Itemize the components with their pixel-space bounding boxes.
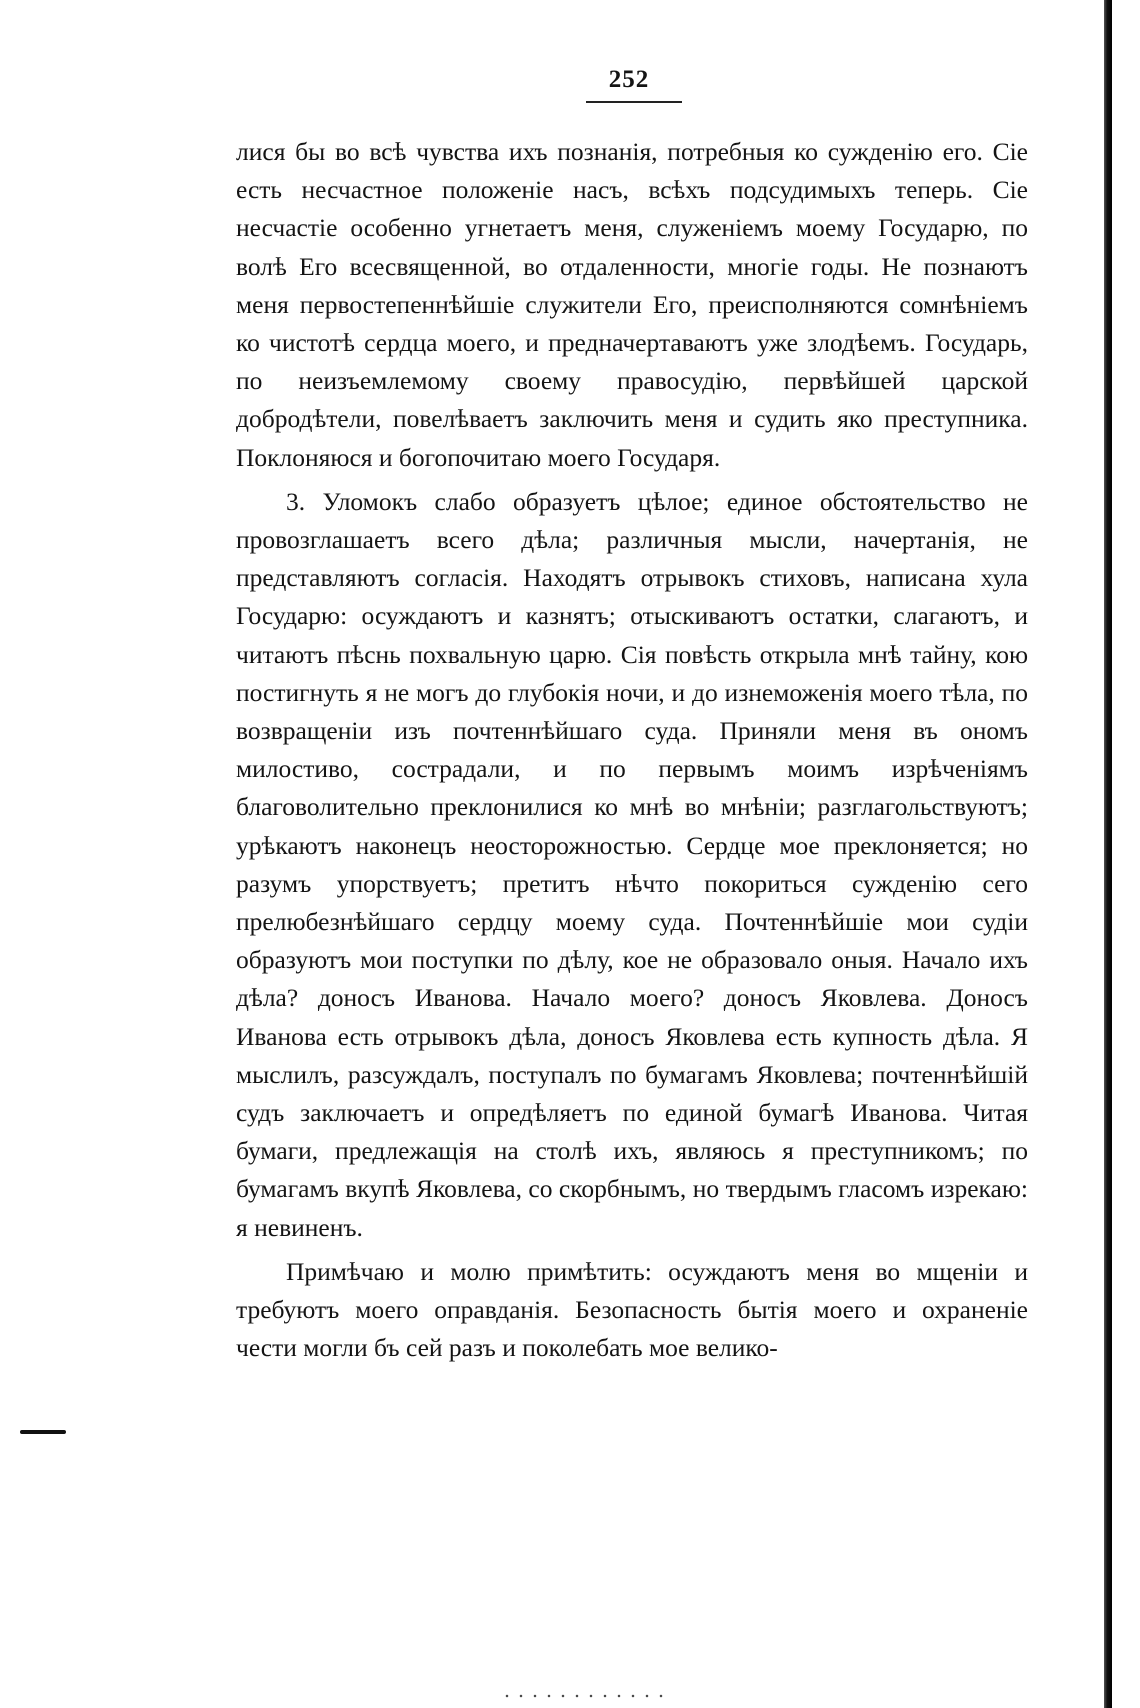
page-number-rule [586,101,682,103]
margin-mark [20,1430,66,1434]
page-edge-shadow [1104,0,1112,1708]
paragraph-3: Примѣчаю и молю примѣтить: осуждаютъ меня во мщеніи и требуютъ моего оправданія. Безопасность бытія моего и охраненіе чести могли бъ сей разъ и поколебать мое велико- [236,1256,1028,1363]
scan-specks [500,1694,670,1698]
page-body [236,133,1028,1368]
paragraph-1: лися бы во всѣ чувства ихъ познанія, потребныя ко сужденію его. Сіе есть несчастное положеніе насъ, всѣхъ подсудимыхъ теперь. Сіе несчастіе особенно угнетаетъ меня, служеніемъ моему Государю, по волѣ Его всесвященной, во отдаленности, многіе годы. Не познаютъ меня первостепеннѣйшіе служители Его, преисполняются сомнѣніемъ ко чистотѣ сердца моего, и предначертаваютъ уже злодѣемъ. Государь, по неизъемлемому своему правосудію, первѣйшей царской добродѣтели, повелѣваетъ заключить меня и судить яко преступника. Поклоняюся и богопочитаю моего Государя. [236,137,1028,472]
page-number: 252 [608,66,650,93]
paragraph-2: 3. Уломокъ слабо образуетъ цѣлое; единое обстоятельство не провозглашаетъ всего дѣла; различныя мысли, начертанія, не представляютъ согласія. Находятъ отрывокъ стиховъ, написана хула Государю: осуждаютъ и казнятъ; отыскиваютъ остатки, слагаютъ, и читаютъ пѣснь похвальную царю. Сія повѣсть открыла мнѣ тайну, кою постигнуть я не могъ до глубокія ночи, и до изнеможенія моего тѣла, по возвращеніи изъ почтеннѣйшаго суда. Приняли меня въ ономъ милостиво, сострадали, и по первымъ моимъ изрѣченіямъ благоволительно преклонилися ко мнѣ во мнѣніи; разглагольствуютъ; урѣкаютъ наконецъ неосторожностью. Сердце мое преклоняется; но разумъ упорствуетъ; претитъ нѣчто покориться сужденію сего прелюбезнѣйшаго сердцу моему суда. Почтеннѣйшіе мои судіи образуютъ мои поступки по дѣлу, кое не образовало оныя. Начало ихъ дѣла? доносъ Иванова. Начало моего? доносъ Яковлева. Доносъ Иванова есть отрывокъ дѣла, доносъ Яковлева есть купность дѣла. Я мыслилъ, разсуждалъ, поступалъ по бумагамъ Яковлева; почтеннѣйшій судъ заключаетъ и опредѣляетъ по единой бумагѣ Иванова. Читая бумаги, предлежащія на столѣ ихъ, являюсь я преступникомъ; по бумагамъ вкупѣ Яковлева, со скорбнымъ, но твердымъ гласомъ изрекаю: я невиненъ. [236,486,1028,1242]
